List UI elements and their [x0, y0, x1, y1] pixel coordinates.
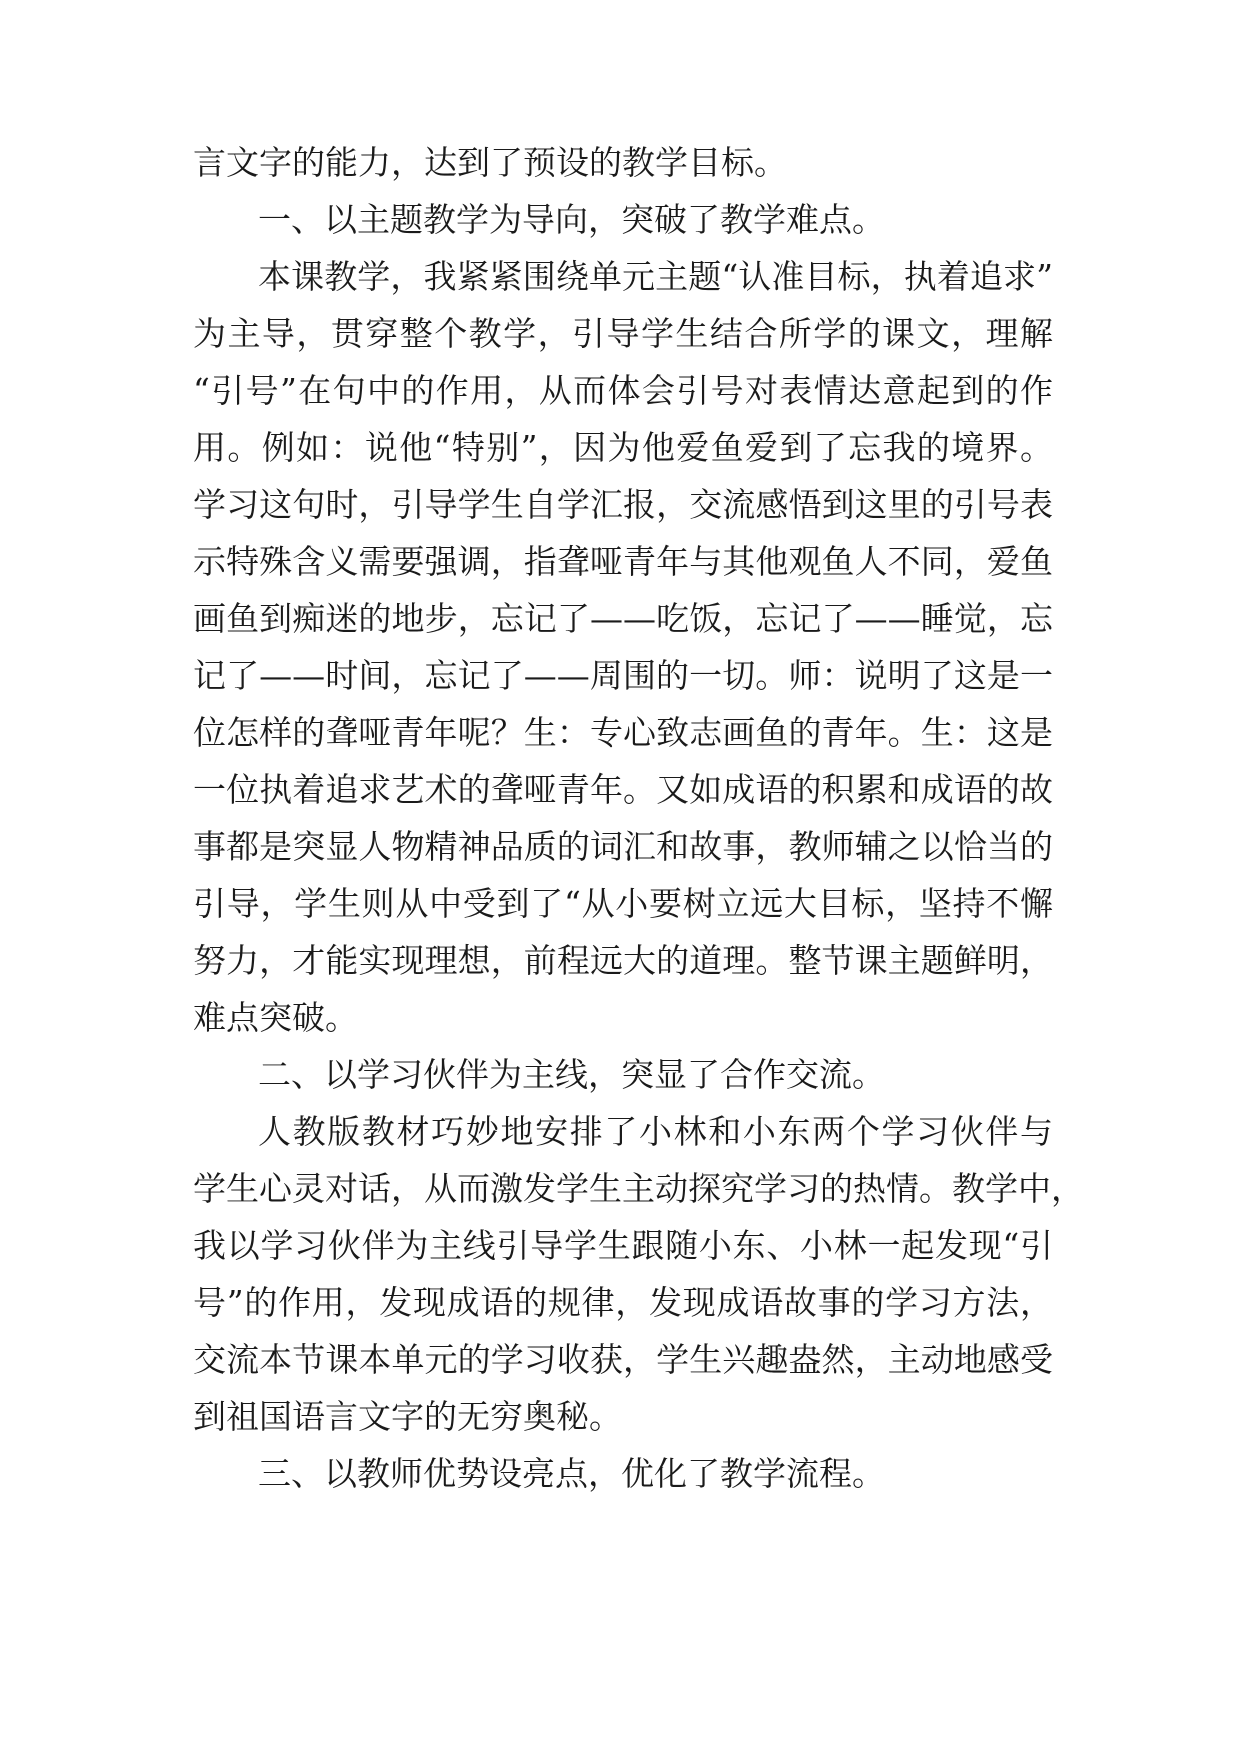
paragraph-line: 交流本节课本单元的学习收获，学生兴趣盎然，主动地感受 [193, 1340, 1053, 1379]
paragraph-line: 努力，才能实现理想，前程远大的道理。整节课主题鲜明， [193, 941, 1053, 980]
paragraph-line: 学习这句时，引导学生自学汇报，交流感悟到这里的引号表 [193, 485, 1053, 524]
paragraph-line: 言文字的能力，达到了预设的教学目标。 [193, 143, 787, 182]
paragraph-line: 记了——时间，忘记了——周围的一切。师：说明了这是一 [193, 656, 1053, 695]
section-heading-3: 三、以教师优势设亮点，优化了教学流程。 [258, 1454, 885, 1493]
paragraph-line: 我以学习伙伴为主线引导学生跟随小东、小林一起发现“引 [193, 1226, 1053, 1265]
paragraph-line: 学生心灵对话，从而激发学生主动探究学习的热情。教学中， [193, 1169, 1084, 1208]
paragraph-line: 为主导，贯穿整个教学，引导学生结合所学的课文，理解 [193, 314, 1053, 353]
paragraph-line: 示特殊含义需要强调，指聋哑青年与其他观鱼人不同，爱鱼 [193, 542, 1053, 581]
paragraph-line: 用。例如：说他“特别”，因为他爱鱼爱到了忘我的境界。 [193, 428, 1053, 467]
section-heading-2: 二、以学习伙伴为主线，突显了合作交流。 [258, 1055, 885, 1094]
paragraph-line: 难点突破。 [193, 998, 358, 1037]
paragraph-line: 引导，学生则从中受到了“从小要树立远大目标，坚持不懈 [193, 884, 1053, 923]
paragraph-line: 本课教学，我紧紧围绕单元主题“认准目标，执着追求” [258, 257, 1053, 296]
paragraph-line: 位怎样的聋哑青年呢？生：专心致志画鱼的青年。生：这是 [193, 713, 1053, 752]
paragraph-line: 到祖国语言文字的无穷奥秘。 [193, 1397, 622, 1436]
paragraph-line: 号”的作用，发现成语的规律，发现成语故事的学习方法， [193, 1283, 1053, 1322]
paragraph-line: “引号”在句中的作用，从而体会引号对表情达意起到的作 [193, 371, 1053, 410]
section-heading-1: 一、以主题教学为导向，突破了教学难点。 [258, 200, 885, 239]
paragraph-line: 事都是突显人物精神品质的词汇和故事，教师辅之以恰当的 [193, 827, 1053, 866]
paragraph-line: 人教版教材巧妙地安排了小林和小东两个学习伙伴与 [258, 1112, 1053, 1151]
paragraph-line: 一位执着追求艺术的聋哑青年。又如成语的积累和成语的故 [193, 770, 1053, 809]
paragraph-line: 画鱼到痴迷的地步，忘记了——吃饭，忘记了——睡觉，忘 [193, 599, 1053, 638]
